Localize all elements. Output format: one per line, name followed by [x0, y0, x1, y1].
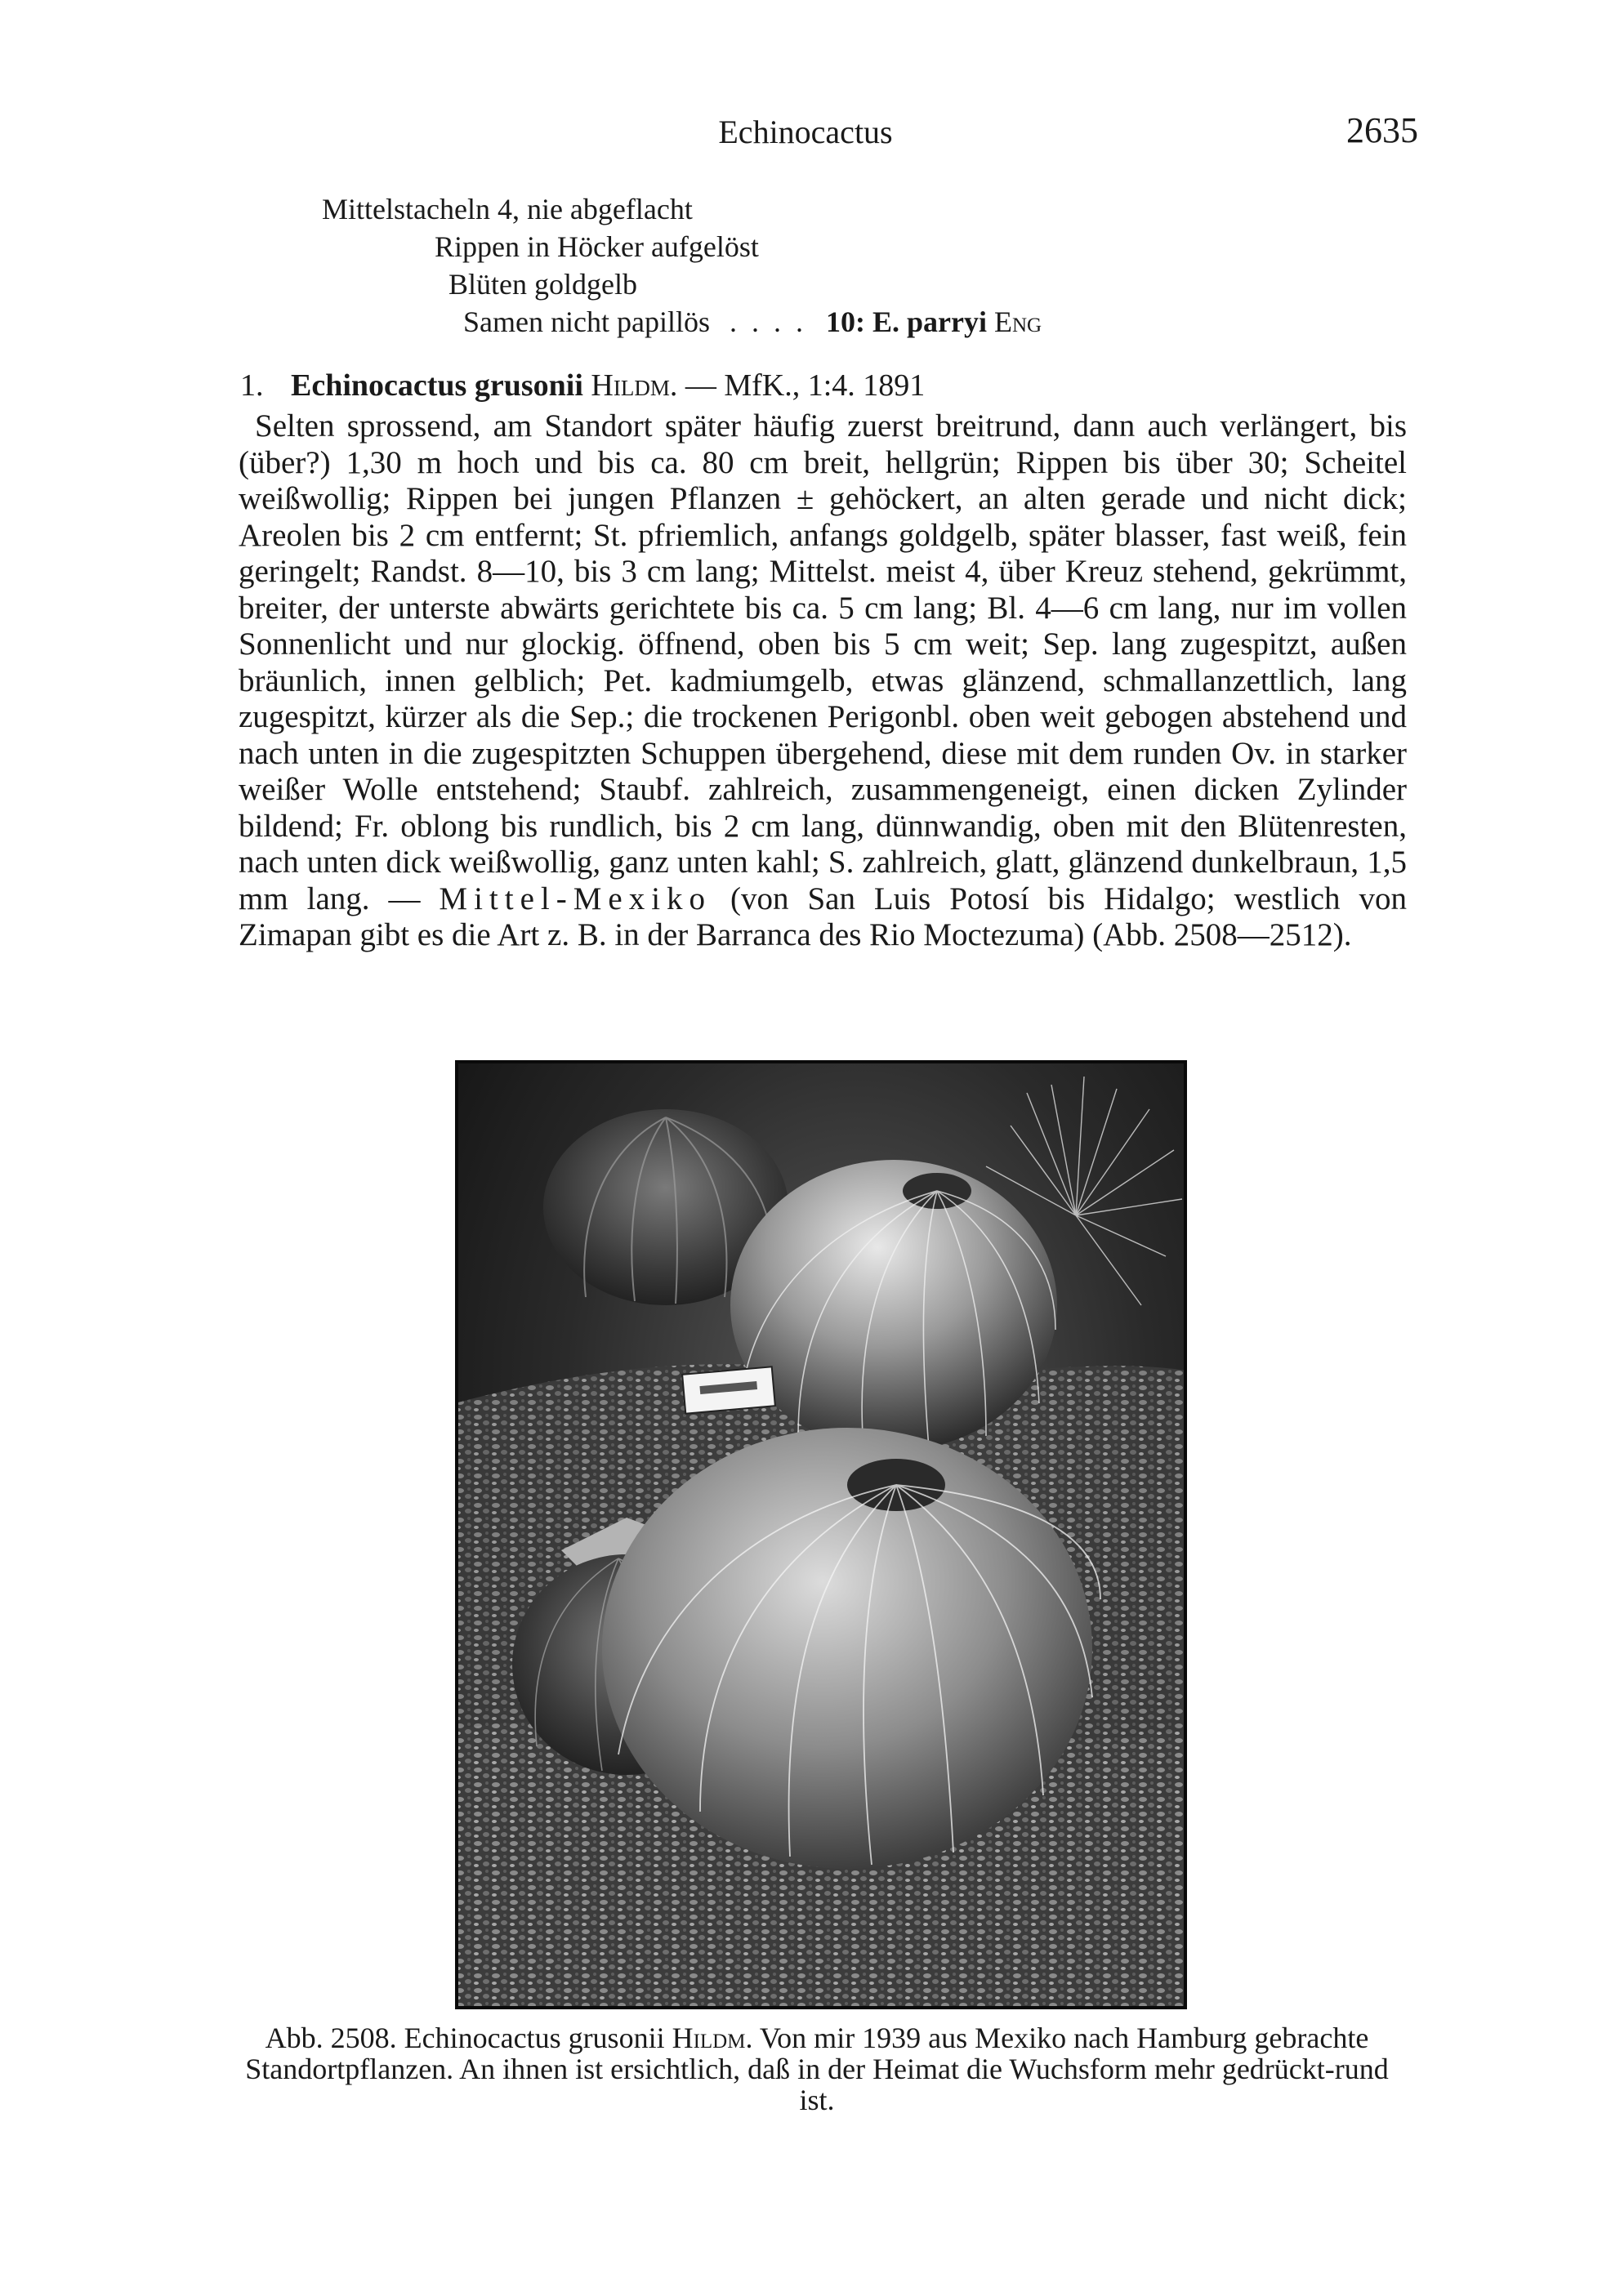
running-title: Echinocactus [718, 114, 893, 150]
key-result: 10: E. parryi [825, 305, 987, 338]
region-name: Mittel-Mexiko [439, 881, 712, 916]
figure-caption [229, 2022, 1405, 2115]
cactus-photograph [455, 1060, 1187, 2009]
entry-author: Hildm. [591, 368, 678, 403]
entry-citation: — MfK., 1:4. 1891 [685, 368, 926, 403]
description-text: Selten sprossend, am Standort später häufig zuerst breitrund, dann auch verlängert, bis (über?) 1,30 m hoch und bis ca. 80 cm breit, hellgrün; Rippen bis über 30; Scheitel weißwollig; Rippen bei jungen Pflanzen ± gehöckert, an alten gerade und nicht dick; Areolen bis 2 cm entfernt; St. pfriemlich, anfangs goldgelb, später blasser, fast weiß, fein geringelt; Randst. 8—10, bis 3 cm lang; Mittelst. meist 4, über Kreuz stehend, gekrümmt, breiter, der unterste abwärts gerichtete bis ca. 5 cm lang; Bl. 4—6 cm lang, nur im vollen Sonnenlicht und nur glockig. öffnend, oben bis 5 cm weit; Sep. lang zugespitzt, außen bräunlich, innen gelblich; Pet. kadmiumgelb, etwas glänzend, schmallanzettlich, lang zugespitzt, kürzer als die Sep.; die trockenen Perigonbl. oben weit gebogen abstehend und nach unten in die zugespitzten Schuppen übergehend, diese mit dem runden Ov. in starker weißer Wolle entstehend; Staubf. zahlreich, zusammengeneigt, einen dicken Zylinder bildend; Fr. oblong bis rundlich, bis 2 cm lang, dünnwandig, oben mit den Blütenresten, nach unten dick weißwollig, ganz unten kahl; S. zahlreich, glatt, glänzend dunkelbraun, 1,5 mm lang. — [239, 408, 1407, 916]
caption-author: Hildm. [672, 2022, 753, 2054]
caption-text: Von mir 1939 aus Mexiko nach Hamburg gebrachte Standortpflanzen. An ihnen ist ersichtlich, daß in der Heimat die Wuchsform mehr gedrückt-rund ist. [245, 2022, 1389, 2116]
photo-illustration [455, 1060, 1187, 2009]
entry-number: 1. [240, 368, 264, 403]
key-line-2: Rippen in Höcker aufgelöst [435, 230, 759, 263]
key-result-author: Eng [993, 305, 1042, 338]
key-leader-dots: .... [729, 305, 818, 338]
page-number: 2635 [1346, 110, 1418, 150]
entry-heading [240, 368, 925, 403]
key-line-1: Mittelstacheln 4, nie abgeflacht [322, 193, 693, 225]
caption-prefix: Abb. 2508. Echinocactus grusonii [265, 2022, 665, 2054]
distribution-text: (von San Luis Potosí bis Hidalgo; westlich von Zimapan gibt es die Art z. B. in der Barranca des Rio Moctezuma) (Abb. 2508—2512). [239, 881, 1407, 952]
entry-species-name: Echinocactus grusonii [291, 368, 583, 403]
species-description [239, 408, 1407, 954]
key-line-3: Blüten goldgelb [448, 268, 637, 301]
key-line-4-text: Samen nicht papillös [463, 305, 710, 338]
key-line-4 [463, 307, 1042, 337]
